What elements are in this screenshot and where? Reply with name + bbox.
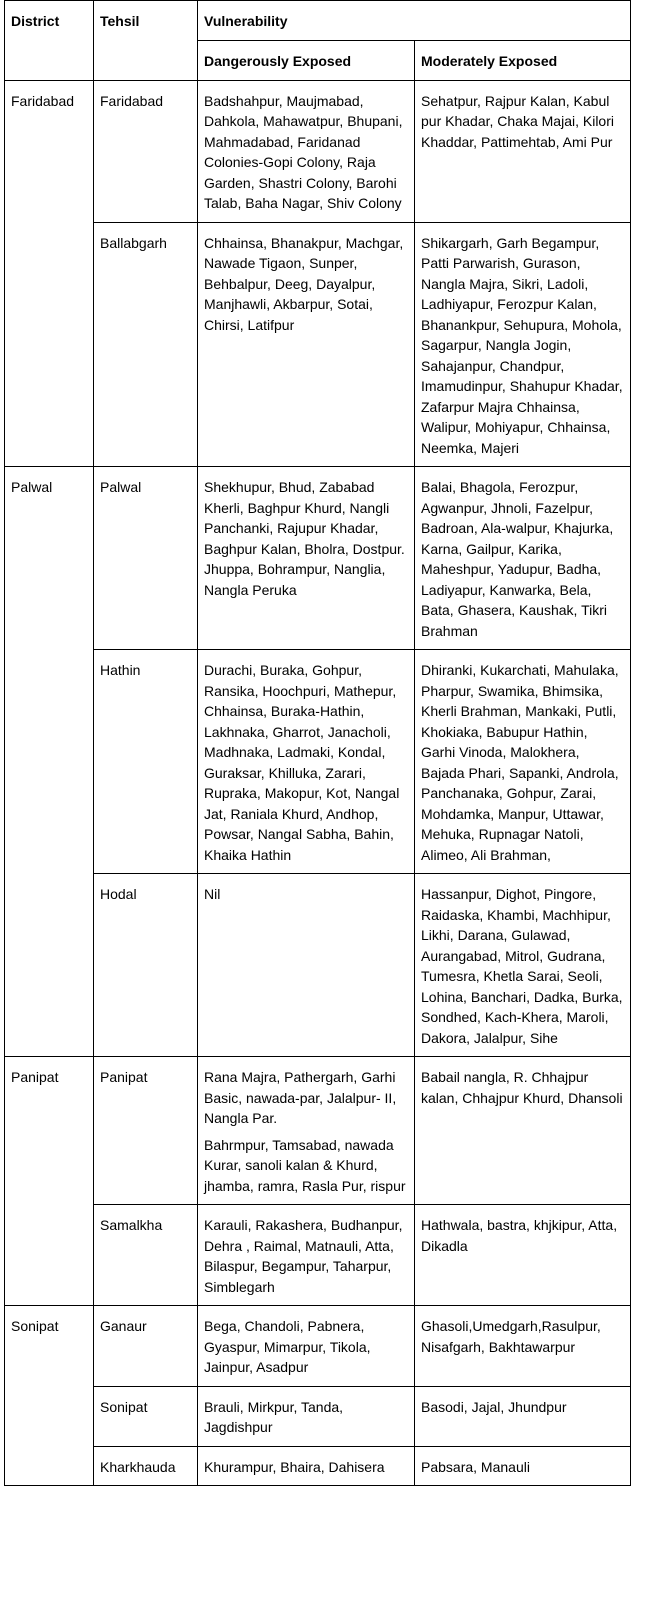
moderate-cell <box>415 1205 631 1306</box>
village-list: Babail nangla, R. Chhajpur kalan, Chhajpur Khurd, Dhansoli <box>421 1069 623 1106</box>
moderate-cell <box>415 1057 631 1205</box>
moderate-cell <box>415 1306 631 1387</box>
district-cell: Palwal <box>5 467 94 1057</box>
dangerous-cell <box>198 874 415 1057</box>
table-row <box>5 222 631 467</box>
dangerous-cell <box>198 650 415 874</box>
table-row <box>5 1057 631 1205</box>
dangerous-cell <box>198 1386 415 1446</box>
village-list: Badshahpur, Maujmabad, Dahkola, Mahawatpur, Bhupani, Mahmadabad, Faridanad Colonies-Gopi Colony, Raja Garden, Shastri Colony, Barohi Talab, Baha Nagar, Shiv Colony <box>204 92 403 211</box>
village-list: Khurampur, Bhaira, Dahisera <box>204 1458 385 1475</box>
village-list: Karauli, Rakashera, Budhanpur, Dehra , Raimal, Matnauli, Atta, Bilaspur, Begampur, Taharpur, Simblegarh <box>204 1217 403 1295</box>
village-list: Shikargarh, Garh Begampur, Patti Parwarish, Gurason, Nangla Majra, Sikri, Ladoli, Ladhiyapur, Ferozpur Kalan, Bhanankpur, Sehupura, Mohola, Sagarpur, Nangla Jogin, Sahajanpur, Chandpur, Imamudinpur, Shahupur Khadar, Zafarpur Majra Chhainsa, Walipur, Mohiyapur, Chhainsa, Neemka, Majeri <box>421 234 623 456</box>
dangerous-cell <box>198 1306 415 1387</box>
table-row <box>5 1446 631 1486</box>
tehsil-cell: Ganaur <box>94 1306 198 1387</box>
table-row <box>5 874 631 1057</box>
village-list: Bega, Chandoli, Pabnera, Gyaspur, Mimarpur, Tikola, Jainpur, Asadpur <box>204 1318 371 1375</box>
header-moderately-exposed: Moderately Exposed <box>415 41 631 81</box>
village-list: Dhiranki, Kukarchati, Mahulaka, Pharpur, Swamika, Bhimsika, Kherli Brahman, Mankaki, Putli, Khokiaka, Babupur Hathin, Garhi Vinoda, Malokhera, Bajada Phari, Sapanki, Androla, Panchanaka, Gohpur, Zarai, Mohdamka, Manpur, Uttawar, Mehuka, Rupnagar Natoli, Alimeo, Ali Brahman, <box>421 662 619 863</box>
village-list: Shekhupur, Bhud, Zababad Kherli, Baghpur Khurd, Nangli Panchanki, Rajupur Khadar, Baghpur Kalan, Bholra, Dostpur. Jhuppa, Bohrampur, Nanglia, Nangla Peruka <box>204 479 405 598</box>
tehsil-cell: Panipat <box>94 1057 198 1205</box>
village-list: Ghasoli,Umedgarh,Rasulpur, Nisafgarh, Bakhtawarpur <box>421 1318 601 1355</box>
table-row <box>5 1306 631 1387</box>
district-cell: Faridabad <box>5 80 94 467</box>
table-body <box>5 80 631 1486</box>
village-list: Brauli, Mirkpur, Tanda, Jagdishpur <box>204 1398 344 1435</box>
tehsil-cell: Hodal <box>94 874 198 1057</box>
tehsil-cell: Sonipat <box>94 1386 198 1446</box>
village-list: Balai, Bhagola, Ferozpur, Agwanpur, Jhnoli, Fazelpur, Badroan, Ala-walpur, Khajurka, Karna, Gailpur, Karika, Maheshpur, Yadupur, Badha, Ladiyapur, Kanwarka, Bela, Bata, Ghasera, Kaushak, Tikri Brahman <box>421 479 614 639</box>
tehsil-cell: Kharkhauda <box>94 1446 198 1486</box>
village-list: Nil <box>204 886 221 902</box>
tehsil-cell: Hathin <box>94 650 198 874</box>
tehsil-cell: Faridabad <box>94 80 198 222</box>
table-row <box>5 650 631 874</box>
village-list: Rana Majra, Pathergarh, Garhi Basic, nawada-par, Jalalpur- II, Nangla Par. <box>204 1069 397 1126</box>
moderate-cell <box>415 80 631 222</box>
header-tehsil: Tehsil <box>94 1 198 81</box>
tehsil-cell: Ballabgarh <box>94 222 198 467</box>
table-row <box>5 467 631 650</box>
moderate-cell <box>415 467 631 650</box>
dangerous-cell <box>198 467 415 650</box>
header-dangerously-exposed: Dangerously Exposed <box>198 41 415 81</box>
tehsil-cell: Palwal <box>94 467 198 650</box>
header-district: District <box>5 1 94 81</box>
village-list: Pabsara, Manauli <box>421 1458 530 1475</box>
village-list: Durachi, Buraka, Gohpur, Ransika, Hoochpuri, Mathepur, Chhainsa, Buraka-Hathin, Lakhnaka, Gharrot, Janacholi, Madhnaka, Ladmaki, Kondal, Guraksar, Khilluka, Zarari, Rupraka, Makopur, Kot, Nangal Jat, Raniala Khurd, Andhop, Powsar, Nangal Sabha, Bahin, Khaika Hathin <box>204 662 400 863</box>
header-vulnerability: Vulnerability <box>198 1 631 41</box>
dangerous-cell <box>198 80 415 222</box>
table-row <box>5 80 631 222</box>
dangerous-cell <box>198 1205 415 1306</box>
moderate-cell <box>415 874 631 1057</box>
moderate-cell <box>415 222 631 467</box>
village-list: Basodi, Jajal, Jhundpur <box>421 1398 567 1415</box>
district-cell: Panipat <box>5 1057 94 1306</box>
dangerous-cell <box>198 222 415 467</box>
dangerous-cell <box>198 1446 415 1486</box>
table-row <box>5 1386 631 1446</box>
vulnerability-table <box>4 0 631 1486</box>
village-list: Hathwala, bastra, khjkipur, Atta, Dikadla <box>421 1217 618 1254</box>
village-list: Hassanpur, Dighot, Pingore, Raidaska, Khambi, Machhipur, Likhi, Darana, Gulawad, Aurangabad, Mitrol, Gudrana, Tumesra, Khetla Sarai, Seoli, Lohina, Banchari, Dadka, Burka, Sondhed, Kach-Khera, Maroli, Dakora, Jalalpur, Sihe <box>421 886 623 1046</box>
moderate-cell <box>415 1446 631 1486</box>
moderate-cell <box>415 650 631 874</box>
district-cell: Sonipat <box>5 1306 94 1486</box>
moderate-cell <box>415 1386 631 1446</box>
dangerous-cell <box>198 1057 415 1205</box>
table-row <box>5 1205 631 1306</box>
village-list: Chhainsa, Bhanakpur, Machgar, Nawade Tigaon, Sunper, Behbalpur, Deeg, Dayalpur, Manjhawli, Akbarpur, Sotai, Chirsi, Latifpur <box>204 234 404 333</box>
village-list: Sehatpur, Rajpur Kalan, Kabul pur Khadar, Chaka Majai, Kilori Khaddar, Pattimehtab, Ami Pur <box>421 92 614 150</box>
tehsil-cell: Samalkha <box>94 1205 198 1306</box>
village-list: Bahrmpur, Tamsabad, nawada Kurar, sanoli kalan & Khurd, jhamba, ramra, Rasla Pur, rispur <box>204 1136 406 1194</box>
